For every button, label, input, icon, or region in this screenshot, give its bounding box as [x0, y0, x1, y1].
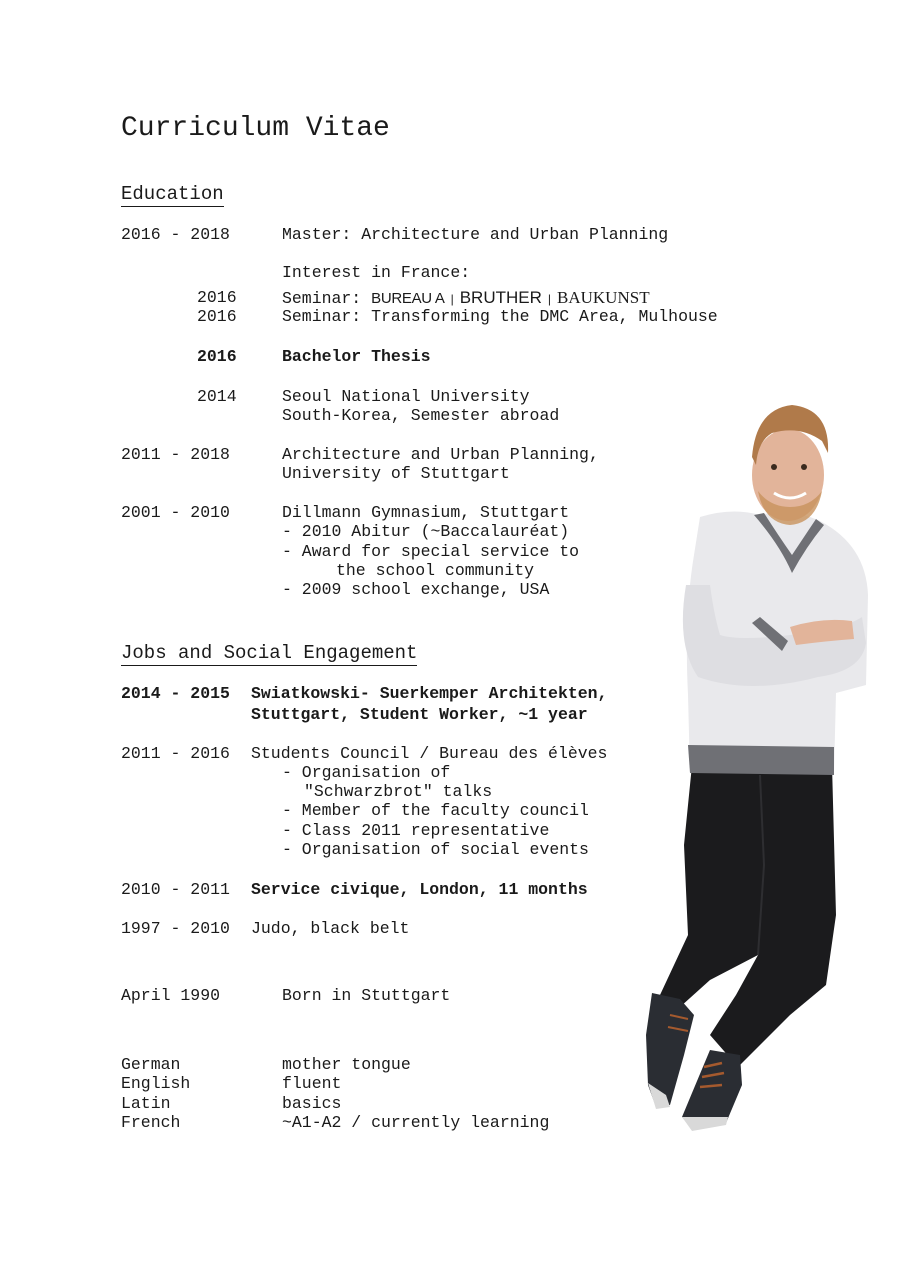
gymnasium-line4: the school community — [336, 561, 535, 580]
council-years: 2011 - 2016 — [121, 744, 230, 763]
seminar1-year: 2016 — [197, 288, 237, 307]
job1-line1: Swiatkowski- Suerkemper Architekten, — [251, 684, 608, 703]
council-line1: - Organisation of — [282, 763, 451, 782]
master-title: Master: Architecture and Urban Planning — [282, 225, 669, 244]
civic-text: Service civique, London, 11 months — [251, 880, 588, 899]
job1-line2: Stuttgart, Student Worker, ~1 year — [251, 705, 588, 724]
seminar2-text: Seminar: Transforming the DMC Area, Mulhouse — [282, 307, 718, 326]
stuttgart-line2: University of Stuttgart — [282, 464, 510, 483]
civic-years: 2010 - 2011 — [121, 880, 230, 899]
thesis-text: Bachelor Thesis — [282, 347, 431, 366]
language-name: Latin — [121, 1094, 171, 1113]
seminar1-sep1: | — [450, 292, 454, 306]
council-title: Students Council / Bureau des élèves — [251, 744, 608, 763]
seminar1-bureau-a: BUREAU A — [371, 290, 445, 307]
master-years: 2016 - 2018 — [121, 225, 230, 244]
seoul-line2: South-Korea, Semester abroad — [282, 406, 560, 425]
judo-text: Judo, black belt — [251, 919, 410, 938]
job1-years: 2014 - 2015 — [121, 684, 230, 703]
page-title: Curriculum Vitae — [121, 113, 390, 144]
language-name: English — [121, 1074, 191, 1093]
gymnasium-line1: Dillmann Gymnasium, Stuttgart — [282, 503, 570, 522]
gymnasium-line5: - 2009 school exchange, USA — [282, 580, 550, 599]
portrait-photo — [640, 395, 880, 1140]
seminar1-bruther: BRUTHER — [459, 288, 542, 307]
birth-date: April 1990 — [121, 986, 221, 1005]
language-name: French — [121, 1113, 181, 1132]
jobs-heading: Jobs and Social Engagement — [121, 642, 418, 664]
gymnasium-line3: - Award for special service to — [282, 542, 580, 561]
judo-years: 1997 - 2010 — [121, 919, 230, 938]
seminar1-prefix: Seminar: — [282, 289, 362, 308]
thesis-year: 2016 — [197, 347, 237, 366]
language-level: ~A1-A2 / currently learning — [282, 1113, 550, 1132]
council-line4: - Class 2011 representative — [282, 821, 550, 840]
language-level: mother tongue — [282, 1055, 411, 1074]
interest-label: Interest in France: — [282, 263, 471, 282]
seminar1-baukunst: BAUKUNST — [557, 288, 650, 307]
seoul-line1: Seoul National University — [282, 387, 530, 406]
gymnasium-years: 2001 - 2010 — [121, 503, 230, 522]
stuttgart-line1: Architecture and Urban Planning, — [282, 445, 599, 464]
education-heading: Education — [121, 183, 224, 205]
council-line2: "Schwarzbrot" talks — [304, 782, 493, 801]
council-line3: - Member of the faculty council — [282, 801, 589, 820]
language-level: basics — [282, 1094, 342, 1113]
gymnasium-line2: - 2010 Abitur (~Baccalauréat) — [282, 522, 570, 541]
language-level: fluent — [282, 1074, 342, 1093]
stuttgart-years: 2011 - 2018 — [121, 445, 230, 464]
seoul-year: 2014 — [197, 387, 237, 406]
seminar2-year: 2016 — [197, 307, 237, 326]
birth-place: Born in Stuttgart — [282, 986, 451, 1005]
language-name: German — [121, 1055, 181, 1074]
seminar1-sep2: | — [547, 292, 552, 306]
council-line5: - Organisation of social events — [282, 840, 589, 859]
